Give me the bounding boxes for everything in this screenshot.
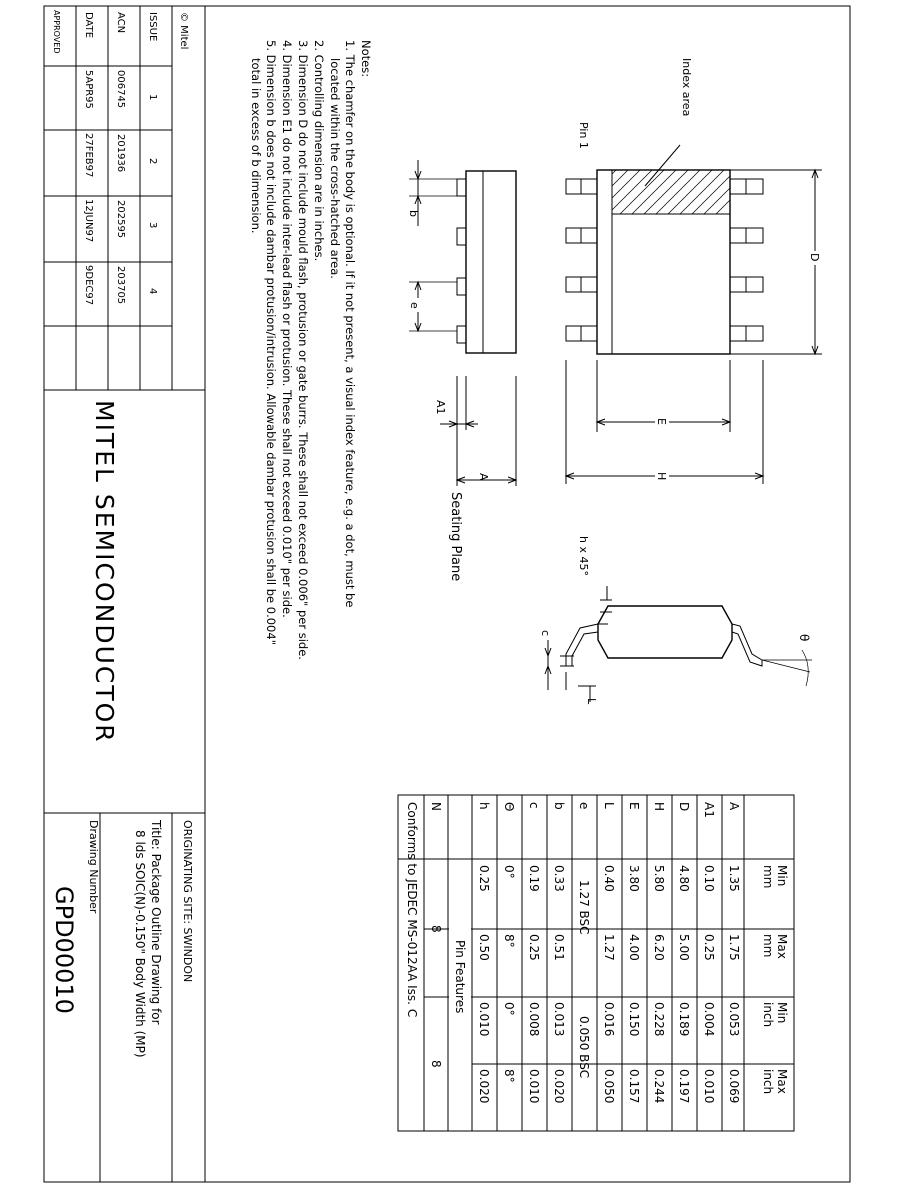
end-view-body: [598, 606, 732, 658]
table-cell: 4.00: [627, 934, 641, 961]
rev-date-1: 5APR95: [83, 70, 94, 109]
table-cell: 0.020: [552, 1069, 566, 1104]
table-cell: 0.51: [552, 934, 566, 961]
note-line-7: total in excess of b dimension.: [249, 58, 263, 234]
rev-acn-1: 006745: [115, 70, 126, 109]
rev-date-2: 27FEB97: [83, 133, 94, 178]
rev-acn-3: 202595: [115, 200, 126, 239]
table-cell: 0.016: [602, 1002, 616, 1037]
table-cell-span-inch: 0.050 BSC: [577, 1016, 591, 1079]
table-cell: 0.25: [702, 934, 716, 961]
originating-site: ORIGINATING SITE: SWINDON: [181, 820, 194, 983]
table-cell: 1.27: [602, 934, 616, 961]
table-cell: 0.19: [527, 865, 541, 892]
table-cell: 5.80: [652, 865, 666, 892]
table-cell: 0.010: [527, 1069, 541, 1104]
note-line-1: 1. The chamfer on the body is optional. If it not present, a visual index feature, e.g. a dot, must be: [343, 40, 357, 608]
drawing-number-label: Drawing Number: [87, 820, 100, 914]
table-cell: 0.25: [527, 934, 541, 961]
table-header-3-top: Min: [775, 1002, 789, 1024]
table-cell: 0.189: [677, 1002, 691, 1037]
copyright: © Mitel: [178, 12, 189, 50]
pin-features-label: Pin Features: [453, 940, 467, 1014]
company-name: MITEL SEMICONDUCTOR: [90, 400, 119, 744]
table-cell: 1.35: [727, 865, 741, 892]
dim-e-label: e: [408, 302, 421, 309]
lead-gullwing-a: [566, 624, 598, 666]
table-row-symbol: e: [577, 802, 591, 810]
table-row-symbol: A: [727, 802, 741, 811]
rev-issue-2: 2: [147, 158, 158, 165]
leads-left: [566, 179, 597, 341]
side-leads: [457, 179, 466, 343]
table-cell-N-inch: 8: [429, 1060, 443, 1068]
table-cell: 4.80: [677, 865, 691, 892]
rev-label-date: DATE: [83, 12, 94, 39]
note-line-6: 5. Dimension b does not include dambar protusion/intrusion. Allowable dambar protusion shall be 0.004": [264, 40, 278, 645]
package-body: [597, 170, 730, 354]
rev-date-3: 12JUN97: [83, 199, 94, 243]
note-line-5: 4. Dimension E1 do not include inter-lead flash or protusion. These shall not exceed 0.010" per side.: [280, 40, 294, 618]
rev-issue-4: 4: [147, 288, 158, 295]
table-header-4-top: Max: [775, 1069, 789, 1094]
rev-acn-4: 203705: [115, 266, 126, 305]
dim-c-label: c: [539, 630, 552, 637]
table-cell: 0.069: [727, 1069, 741, 1104]
dim-E-label: E: [655, 418, 668, 425]
rev-label-approved: APPROVED: [52, 10, 61, 54]
dimension-table: [398, 795, 794, 1131]
table-cell: 0.150: [627, 1002, 641, 1037]
table-cell: 0°: [502, 865, 516, 879]
table-cell-N-mm: 8: [429, 925, 443, 933]
dim-theta-label: θ: [797, 634, 811, 642]
leads-right: [730, 179, 763, 341]
table-row-symbol: c: [527, 802, 541, 809]
table-cell: 6.20: [652, 934, 666, 961]
dim-A1: [440, 376, 478, 486]
dim-A-label: A: [477, 473, 490, 481]
notes-heading: Notes:: [359, 40, 373, 78]
table-cell: 0.013: [552, 1002, 566, 1037]
pin1-label: Pin 1: [577, 122, 590, 149]
index-leader: [645, 145, 680, 186]
package-top-view: [560, 58, 822, 484]
chamfer-label: h x 45°: [577, 536, 590, 576]
title-line-2: 8 lds SOIC(N)-0.150" Body Width (MP): [133, 830, 147, 1058]
rev-label-acn: ACN: [115, 12, 126, 34]
lead-gullwing-b: [732, 624, 762, 666]
table-cell: 8°: [502, 934, 516, 948]
note-line-4: 3. Dimension D do not include mould flash, protusion or gate burrs. These shall not exceed 0.006" per side.: [296, 40, 310, 660]
table-cell: 0.50: [477, 934, 491, 961]
title-line-1: Title: Package Outline Drawing for: [149, 820, 163, 1025]
table-cell: 0.10: [702, 865, 716, 892]
note-line-3: 2. Controlling dimension are in inches.: [312, 40, 326, 262]
table-row-symbol: A1: [702, 802, 716, 818]
rev-label-issue: ISSUE: [147, 12, 158, 42]
table-cell: 0.053: [727, 1002, 741, 1037]
table-header-4-unit: inch: [761, 1069, 775, 1095]
dim-H-label: H: [655, 472, 668, 481]
table-row-symbol: h: [477, 802, 491, 810]
table-cell: 0.010: [702, 1069, 716, 1104]
dim-L-label: L: [585, 698, 598, 705]
table-cell: 5.00: [677, 934, 691, 961]
table-cell: 0.25: [477, 865, 491, 892]
drawing-number: GPD00010: [50, 886, 78, 1014]
table-cell: 0.010: [477, 1002, 491, 1037]
table-header-1-top: Min: [775, 865, 789, 887]
dim-b-label: b: [407, 210, 420, 217]
rev-issue-1: 1: [147, 94, 158, 101]
table-header-2-unit: mm: [761, 934, 775, 958]
rev-date-4: 9DEC97: [83, 265, 94, 306]
table-cell: 8°: [502, 1069, 516, 1083]
table-header-2-top: Max: [775, 934, 789, 959]
package-side-view: [407, 160, 516, 581]
package-end-view: [539, 536, 812, 705]
table-cell: 0.004: [702, 1002, 716, 1037]
table-row-symbol: b: [552, 802, 566, 810]
table-row-symbol: D: [677, 802, 691, 812]
table-cell: 0.33: [552, 865, 566, 892]
table-cell: 1.75: [727, 934, 741, 961]
table-cell: 0.40: [602, 865, 616, 892]
note-line-2: located within the cross-hatched area.: [328, 58, 342, 279]
dim-theta: [762, 650, 812, 686]
table-cell: 0.244: [652, 1069, 666, 1104]
table-header-1-unit: mm: [761, 865, 775, 889]
jedec-conformance: Conforms to JEDEC MS-012AA Iss. C: [405, 802, 419, 1018]
table-cell: 0.228: [652, 1002, 666, 1037]
dim-A1-label: A1: [434, 400, 447, 415]
notes: [249, 40, 373, 660]
table-cell-span-mm: 1.27 BSC: [577, 880, 591, 935]
seating-plane-label: Seating Plane: [448, 492, 463, 582]
rev-acn-2: 201936: [115, 134, 126, 173]
table-header-3-unit: inch: [761, 1002, 775, 1028]
rev-issue-3: 3: [147, 222, 158, 229]
revision-block: [52, 10, 158, 305]
table-row-symbol: H: [652, 802, 666, 812]
table-cell: 3.80: [627, 865, 641, 892]
index-area-label: Index area: [680, 58, 693, 117]
dim-D-label: D: [808, 253, 821, 262]
table-row-symbol: Θ: [502, 802, 516, 812]
table-cell: 0.157: [627, 1069, 641, 1104]
table-cell: 0.050: [602, 1069, 616, 1104]
table-row-symbol: E: [627, 802, 641, 810]
table-cell: 0.020: [477, 1069, 491, 1104]
table-cell: 0.008: [527, 1002, 541, 1037]
side-body: [466, 171, 516, 353]
table-row-symbol-N: N: [429, 802, 443, 811]
table-row-symbol: L: [602, 802, 616, 809]
table-cell: 0.197: [677, 1069, 691, 1104]
table-cell: 0°: [502, 1002, 516, 1016]
